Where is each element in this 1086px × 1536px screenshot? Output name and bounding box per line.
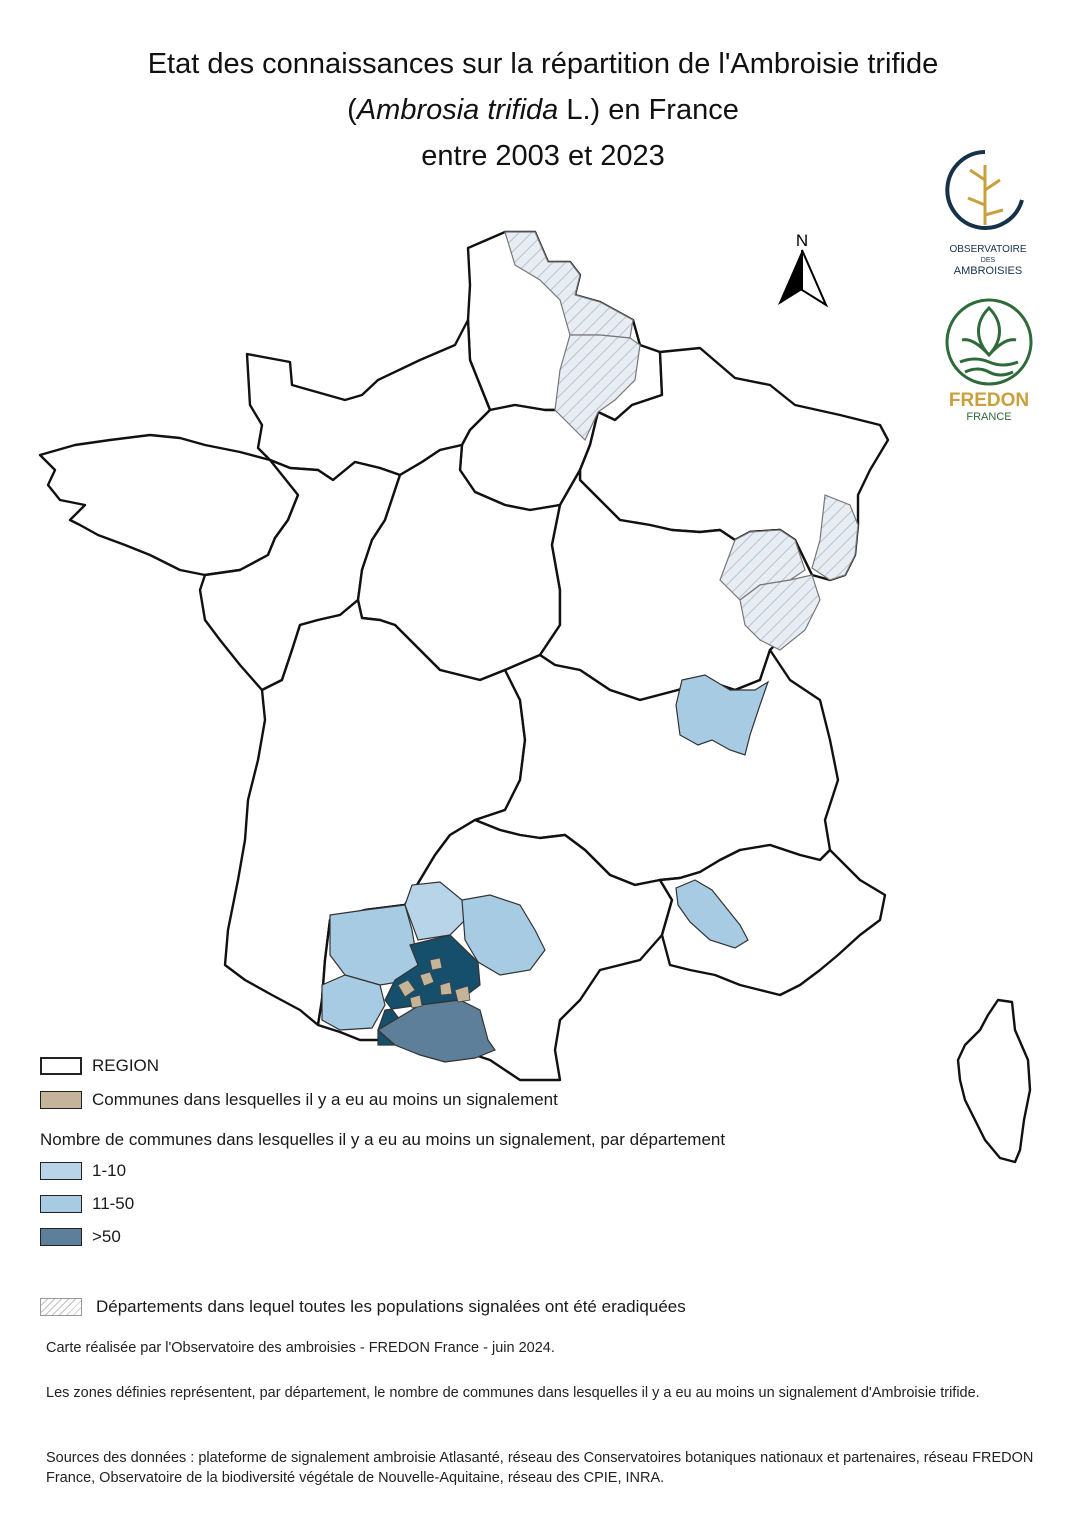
legend-region-label: REGION: [92, 1056, 160, 1075]
legend-class-1-10-label: 1-10: [92, 1161, 127, 1180]
region-bretagne: [40, 435, 298, 575]
fredon-logo-line-2: FRANCE: [966, 411, 1012, 423]
north-arrow-left-half: [778, 250, 802, 305]
legend-eradicated-label: Départements dans lequel toutes les populations signalées ont été eradiquées: [96, 1297, 686, 1316]
legend-region-swatch: [40, 1057, 82, 1075]
regions-layer: [40, 232, 1030, 1162]
observatoire-logo: [947, 152, 1027, 277]
legend-class-1-10-swatch: [40, 1162, 82, 1180]
legend-region: [40, 1056, 159, 1076]
north-arrow-right-half: [802, 250, 826, 305]
fredon-logo: [947, 300, 1031, 423]
map-title-line-1: Etat des connaissances sur la répartition de l'Ambroisie trifide: [147, 48, 939, 80]
legend-class-11-50-swatch: [40, 1195, 82, 1213]
north-label: N: [795, 231, 809, 250]
waves-icon: [960, 359, 1018, 375]
dept-pyrenees-atlantiques: [322, 975, 385, 1030]
legend-eradicated: [40, 1297, 686, 1317]
legend-class-gt50: [40, 1227, 121, 1247]
ragweed-sprig-icon: [968, 165, 1003, 225]
title-line-2-rest: L.) en France: [558, 94, 739, 126]
sources-note: Sources des données : plateforme de signalement ambroisie Atlasanté, réseau des Conservatoires botaniques nationaux et partenaires, réseau FREDON France, Observatoire de la biodiversité végétale de Nouvelle-Aquitaine, réseau des CPIE, INRA.: [46, 1450, 1034, 1486]
legend-heading: Nombre de communes dans lesquelles il y a eu au moins un signalement, par département: [40, 1130, 726, 1149]
legend-class-gt50-swatch: [40, 1228, 82, 1246]
definition-note: Les zones définies représentent, par département, le nombre de communes dans lesquelles il y a eu au moins un signalement d'Ambroisie trifide.: [46, 1385, 980, 1401]
credit-note: Carte réalisée par l'Observatoire des ambroisies - FREDON France - juin 2024.: [46, 1340, 555, 1356]
legend-class-11-50: [40, 1194, 134, 1214]
north-arrow: [778, 231, 826, 305]
legend-class-1-10: [40, 1161, 126, 1181]
legend-eradicated-swatch: [40, 1298, 82, 1316]
region-corse: [958, 1000, 1030, 1162]
observatoire-logo-line-2: DES: [980, 257, 996, 264]
leaf-icon: [962, 308, 1016, 355]
legend-communes-label: Communes dans lesquelles il y a eu au moins un signalement: [92, 1090, 558, 1109]
legend-communes: [40, 1090, 558, 1110]
commune-cluster-6: [430, 958, 442, 970]
legend-class-11-50-label: 11-50: [92, 1194, 135, 1213]
species-name: Ambrosia trifida: [356, 94, 559, 126]
map-title-line-3: entre 2003 et 2023: [421, 140, 665, 172]
title-paren: (: [347, 94, 357, 126]
legend-class-gt50-label: >50: [92, 1227, 121, 1246]
observatoire-logo-line-1: OBSERVATOIRE: [949, 244, 1027, 255]
observatoire-logo-line-3: AMBROISIES: [953, 265, 1023, 277]
legend-communes-swatch: [40, 1091, 82, 1109]
fredon-logo-line-1: FREDON: [948, 390, 1030, 411]
